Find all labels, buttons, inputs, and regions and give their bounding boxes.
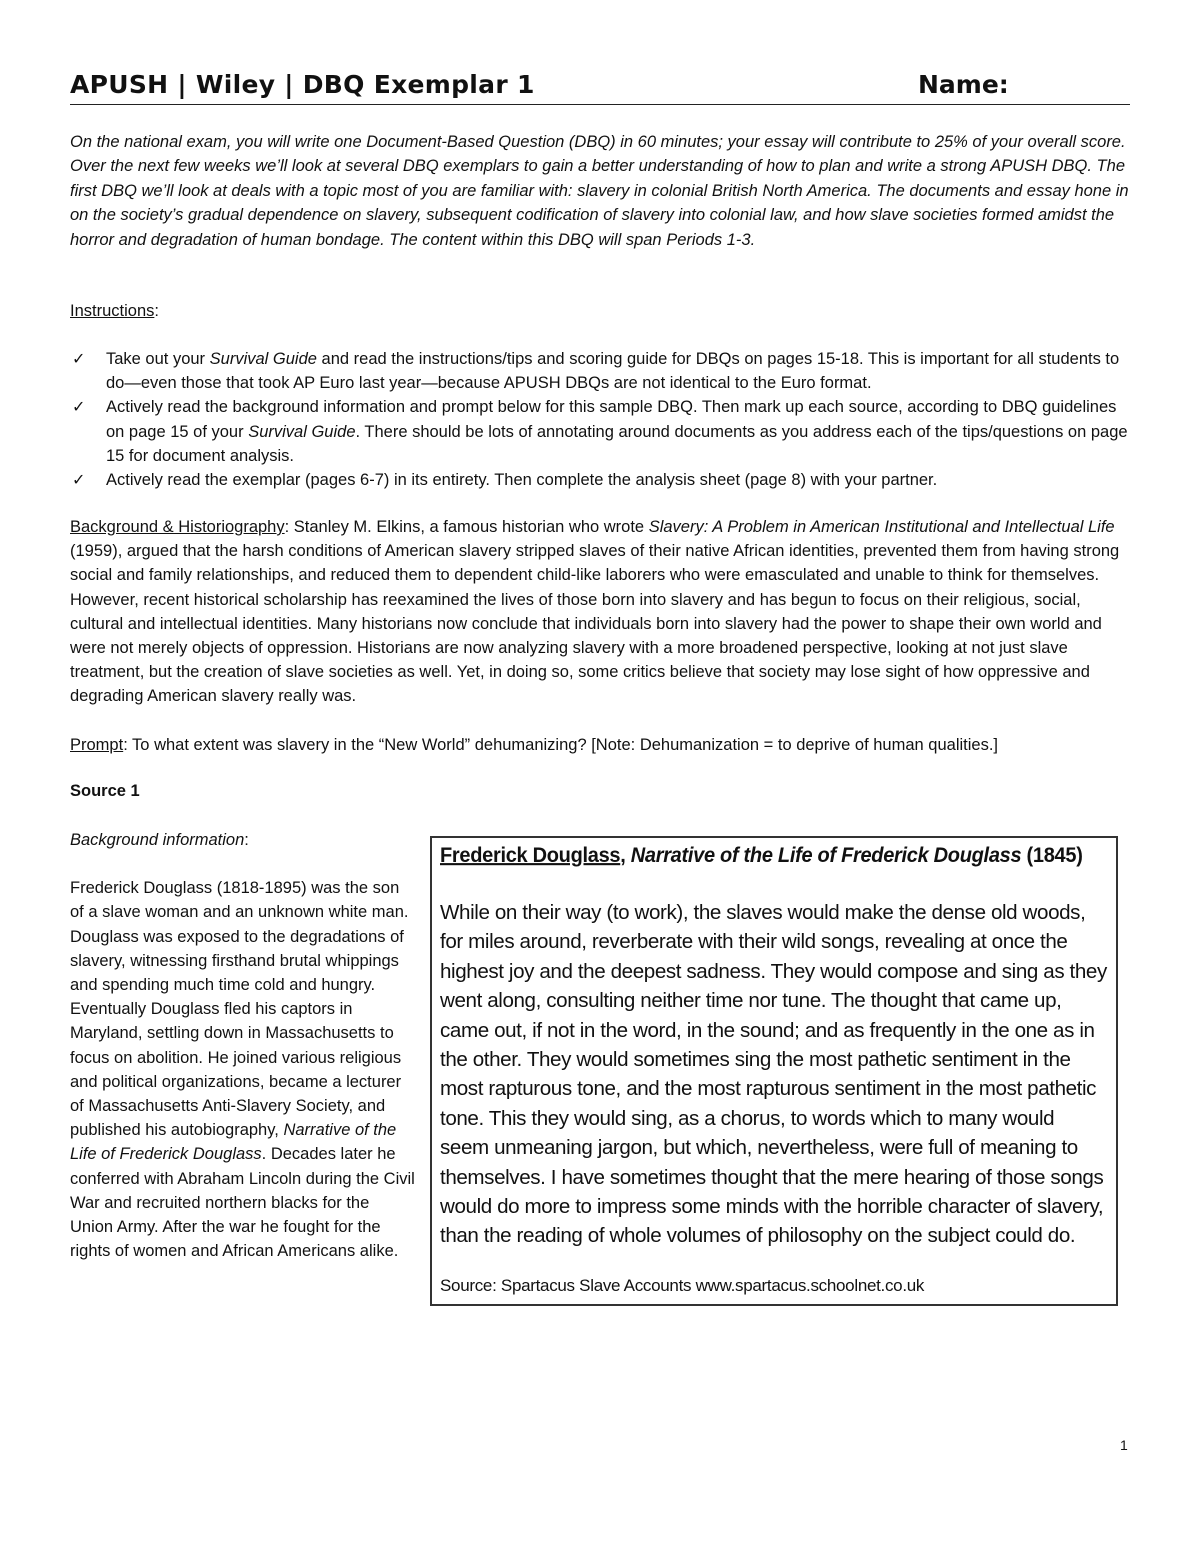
document-quote: While on their way (to work), the slaves would make the dense old woods, for miles around, reverberate with their wild songs, revealing at once the highest joy and the deepest sadness. They would compose and sing as they went along, consulting neither time nor tune. The thought that came up, came out, if not in the word, in the sound; and as frequently in the one as in the other. They would sometimes sing the most pathetic sentiment in the most rapturous tone, and the most rapturous sentiment in the most pathetic tone. This they would sing, as a chorus, to words which to many would seem unmeaning jargon, but which, nevertheless, were full of meaning to themselves. I have sometimes thought that the mere hearing of those songs would do more to impress some minds with the horrible character of slavery, than the reading of whole volumes of philosophy on the subject could do. (440, 901, 1107, 1248)
background-text-start: : Stanley M. Elkins, a famous historian who wrote (284, 518, 649, 536)
checkmark-icon: ✓ (72, 397, 86, 417)
prompt-text: : To what extent was slavery in the “New World” dehumanizing? [Note: Dehumanization = to deprive of human qualities.] (123, 736, 998, 754)
list-item-italic: Survival Guide (248, 422, 356, 441)
background-info-label: Background information (70, 831, 245, 849)
page-number: 1 (1120, 1437, 1128, 1453)
source-document-box (430, 836, 1118, 1306)
background-book-title: Slavery: A Problem in American Institutional and Intellectual Life (648, 518, 1115, 536)
list-item-text-end: . There should be lots of annotating around documents as you address each of the tips/questions on page 15 for document analysis. (106, 422, 1128, 465)
document-title: APUSH | Wiley | DBQ Exemplar 1 (70, 70, 535, 99)
instructions-heading (70, 302, 159, 321)
list-item (70, 395, 1130, 468)
list-item-text: Take out your (106, 350, 210, 368)
checkmark-icon: ✓ (72, 470, 86, 490)
document-author: Frederick Douglass (440, 844, 621, 868)
background-label: Background & Historiography (70, 518, 285, 536)
background-info-colon: : (244, 831, 249, 849)
source-heading: Source 1 (70, 782, 140, 800)
list-item-text: Actively read the background information and prompt below for this sample DBQ. Then mark up each source, according to DBQ guidelines on page 15 of your (106, 398, 1117, 441)
citation-separator: , (620, 844, 631, 868)
background-text-end: (1959), argued that the harsh conditions of American slavery stripped slaves of their native African identities, prevented them from having strong social and family relationships, and reduced them to dependent child-like laborers who were emasculated and unable to think for themselves. However, recent historical scholarship has reexamined the lives of those born into slavery and has begun to focus on their religious, social, cultural and intellectual identities. Many historians now conclude that individuals born into slavery had the power to shape their own world and were not merely objects of oppression. Historians are now analyzing slavery with a more broadened perspective, looking at not just slave treatment, but the creation of slave societies as well. Yet, in doing so, some critics believe that society may lose sight of how oppressive and degrading American slavery really was. (70, 542, 1120, 706)
instructions-label: Instructions (70, 302, 155, 320)
bio-text: Frederick Douglass (1818-1895) was the son of a slave woman and an unknown white man. Douglass was exposed to the degradations of slavery, witnessing firsthand brutal whippings and spending much time cold and hungry. Eventually Douglass fled his captors in Maryland, settling down in Massachusetts to focus on abolition. He joined various religious and political organizations, became a lecturer of Massachusetts Anti-Slavery Society, and published his autobiography, (70, 879, 409, 1140)
background-paragraph (70, 515, 1130, 709)
intro-paragraph: On the national exam, you will write one Document-Based Question (DBQ) in 60 minutes; your essay will contribute to 25% of your overall score. Over the next few weeks we’ll look at several DBQ exemplars to gain a better understanding of how to plan and write a strong APUSH DBQ. The first DBQ we’ll look at deals with a topic most of you are familiar with: slavery in colonial British North America. The documents and essay hone in on the society’s gradual dependence on slavery, subsequent codification of slavery into colonial law, and how slave societies formed amidst the horror and degradation of human bondage. The content within this DBQ will span Periods 1-3. (70, 133, 1129, 249)
checkmark-icon: ✓ (72, 349, 86, 368)
bio-text-end: . Decades later he conferred with Abraham Lincoln during the Civil War and recruited northern blacks for the Union Army. After the war he fought for the rights of women and African Americans alike. (70, 1145, 415, 1261)
document-source-line: Source: Spartacus Slave Accounts www.spartacus.schoolnet.co.uk (440, 1276, 925, 1295)
list-item-text: Actively read the exemplar (pages 6-7) in its entirety. Then complete the analysis sheet (page 8) with your partner. (106, 471, 938, 490)
list-item (70, 468, 1130, 492)
prompt-label: Prompt (70, 736, 124, 754)
list-item (70, 347, 1130, 395)
background-info-heading (70, 828, 415, 852)
instructions-colon: : (154, 302, 159, 320)
prompt-paragraph (70, 733, 1130, 757)
source-background-column (70, 828, 415, 1263)
name-label: Name: (918, 70, 1009, 99)
document-year: (1845) (1021, 844, 1083, 868)
list-item-text-end: and read the instructions/tips and scoring guide for DBQs on pages 15-18. This is important for all students to do—even those that took AP Euro last year—because APUSH DBQs are not identical to the Euro format. (106, 350, 1120, 393)
list-item-italic: Survival Guide (209, 350, 317, 368)
bio-book-title: Narrative of the Life of Frederick Douglass (70, 1121, 397, 1164)
douglass-bio (70, 876, 415, 1263)
document-citation (440, 844, 1083, 868)
instructions-list (70, 347, 1130, 492)
page-header (70, 68, 1130, 105)
document-work-title: Narrative of the Life of Frederick Douglass (630, 844, 1022, 868)
